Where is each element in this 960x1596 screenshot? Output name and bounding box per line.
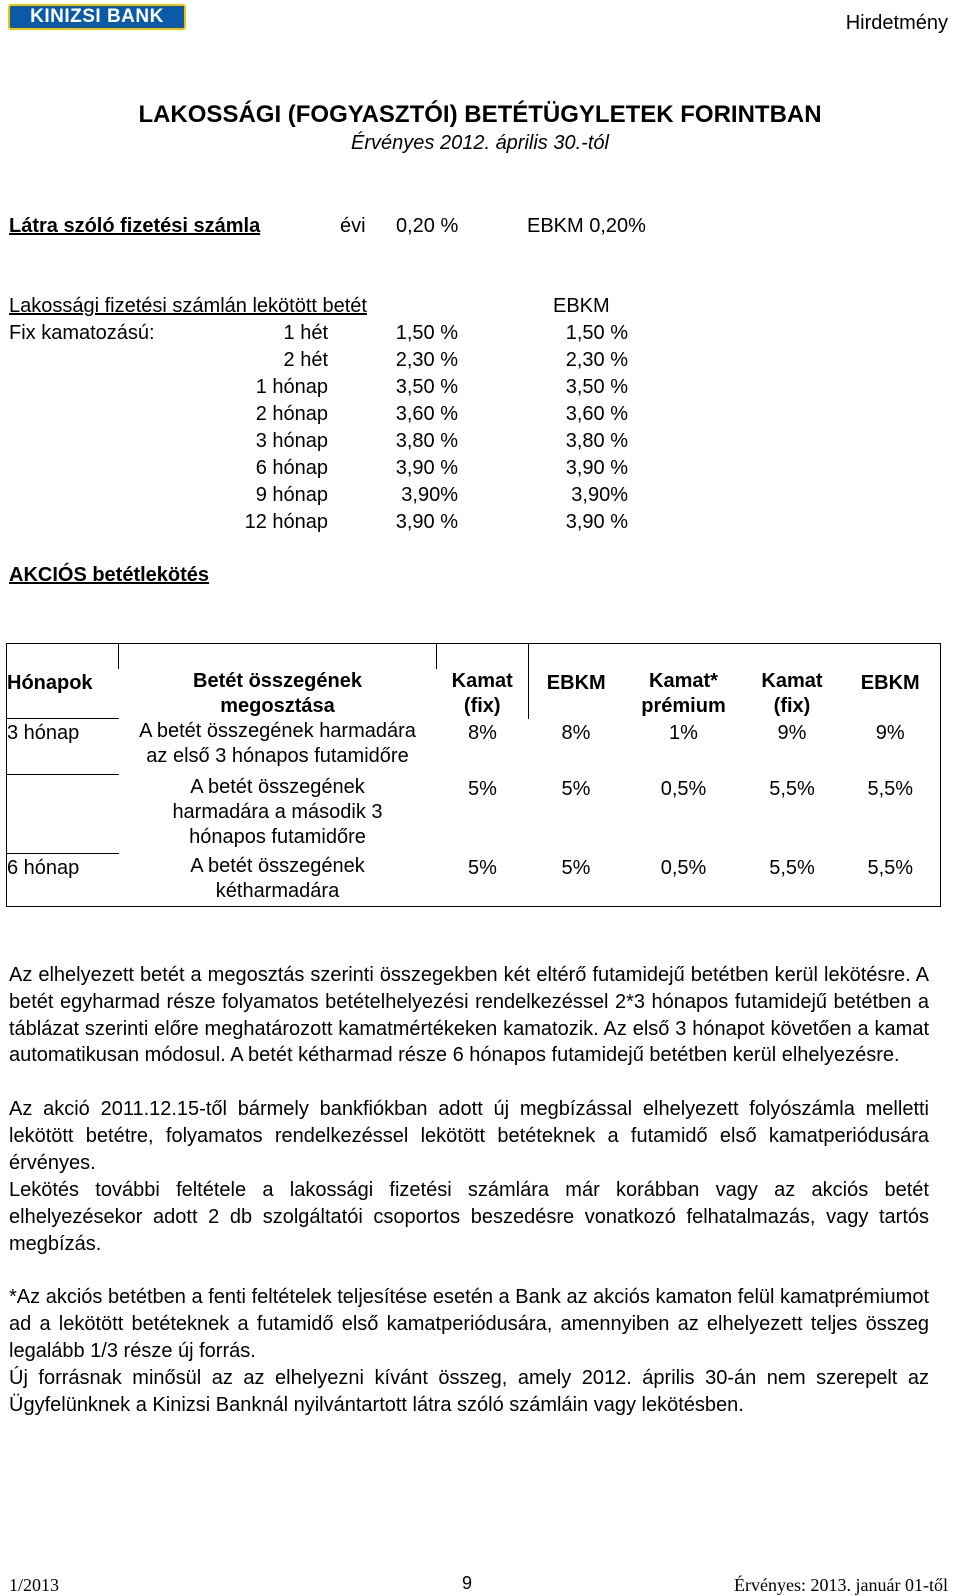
header-cell-border [841, 644, 941, 669]
current-account-ebkm: EBKM 0,20% [527, 215, 646, 237]
current-account-label: Látra szóló fizetési számla [9, 215, 261, 237]
header-cell-border [744, 644, 841, 669]
table-row [7, 719, 941, 775]
row-rate2: 5,5% [769, 777, 815, 800]
logo-text: KINIZSI BANK [30, 6, 164, 27]
fixed-term: 1 hónap [255, 376, 328, 398]
page-number: 9 [462, 1573, 473, 1593]
fixed-term: 2 hónap [255, 403, 328, 425]
fixed-ebkm: 3,60 % [565, 403, 628, 425]
header-cell-border [7, 644, 119, 669]
fixed-deposit-ebkm-heading: EBKM [553, 295, 610, 317]
fixed-rate: 3,50 % [395, 376, 458, 398]
premium-footnote: *Az akciós betétben a fenti feltételek teljesítése esetén a Bank az akciós kamaton felül kamatprémiumot ad a lekötött betéteknek a futamidő első kamatperiódusára, amennyiben az elhelyezett teljes összeg legalább 1/3 része új forrás. [9, 1286, 929, 1362]
row-premium: 1% [669, 721, 698, 744]
row-months: 3 hónap [7, 719, 119, 775]
fixed-rate: 3,90 % [395, 511, 458, 533]
fixed-ebkm: 3,90% [571, 484, 628, 506]
row-months [7, 775, 119, 854]
col-split: Betét összegének megosztása [193, 669, 362, 717]
promo-description: Az elhelyezett betét a megosztás szerinti összegekben két eltérő futamidejű betétben kerül lekötésre. A betét egyharmad része folyamatos betételhelyezési rendelkezéssel 2*3 hónapos futamidejű betétben a táblázat szerinti előre meghatározott kamatmértékeken kamatozik. Az első 3 hónapot követően a kamat automatikusan módosul. A betét kétharmad része 6 hónapos futamidejű betétben kerül elhelyezésre. [9, 964, 929, 1067]
fixed-rate: 3,60 % [395, 403, 458, 425]
fixed-term: 2 hét [283, 349, 328, 371]
promo-condition: Lekötés további feltétele a lakossági fizetési számlára már korábban vagy az akciós betét elhelyezésekor adott 2 db szolgáltatói csoportos beszedésre vonatkozó felhatalmazás, vagy tartós megbízás. [9, 1179, 929, 1255]
row-split: A betét összegének kétharmadára [119, 854, 437, 907]
row-ebkm: 8% [561, 721, 591, 744]
row-premium: 0,5% [660, 777, 707, 800]
promo-validity: Az akció 2011.12.15-től bármely bankfiókban adott új megbízással elhelyezett folyószámla melletti lekötött betétre, folyamatos rendelkezéssel lekötött betéteknek a futamidő első kamatperiódusára érvényes. [9, 1098, 929, 1174]
row-split: A betét összegének harmadára az első 3 hónapos futamidőre [139, 719, 416, 767]
annual-label: évi [340, 215, 366, 237]
header-cell-border [119, 644, 437, 669]
row-premium: 0,5% [624, 854, 744, 907]
row-rate2: 5,5% [744, 854, 841, 907]
fixed-term: 6 hónap [255, 457, 328, 479]
header-cell-border [624, 644, 744, 669]
fixed-type-label: Fix kamatozású: [9, 322, 155, 344]
fixed-term: 9 hónap [255, 484, 328, 506]
fixed-rate: 3,90% [401, 484, 458, 506]
row-ebkm: 5% [561, 777, 591, 800]
col-ebkm2: EBKM [841, 669, 941, 719]
fixed-rate: 2,30 % [395, 349, 458, 371]
footer-validity: Érvényes: 2013. január 01-től [734, 1575, 948, 1595]
col-ebkm: EBKM [529, 669, 624, 719]
fixed-deposit-heading: Lakossági fizetési számlán lekötött betét [9, 295, 367, 317]
row-ebkm: 5% [529, 854, 624, 907]
fixed-rate: 3,90 % [395, 457, 458, 479]
fixed-ebkm: 3,50 % [565, 376, 628, 398]
fixed-ebkm: 3,90 % [565, 457, 628, 479]
footer-doc-number: 1/2013 [9, 1575, 60, 1595]
fixed-term: 3 hónap [255, 430, 328, 452]
col-rate-fix2: Kamat (fix) [761, 669, 823, 717]
validity-subtitle: Érvényes 2012. április 30.-tól [351, 132, 609, 154]
fixed-ebkm: 3,80 % [565, 430, 628, 452]
annual-rate: 0,20 % [396, 215, 459, 237]
col-months: Hónapok [7, 669, 119, 719]
header-cell-border [437, 644, 529, 669]
promo-table-header [7, 669, 941, 719]
table-row [7, 854, 941, 907]
col-rate-fix: Kamat (fix) [451, 669, 513, 717]
row-rate2: 9% [777, 721, 807, 744]
page-title: LAKOSSÁGI (FOGYASZTÓI) BETÉTÜGYLETEK FORINTBAN [138, 101, 822, 128]
row-months: 6 hónap [7, 854, 119, 907]
row-rate: 5% [437, 854, 529, 907]
fixed-ebkm: 3,90 % [565, 511, 628, 533]
promo-table [6, 643, 941, 907]
new-source-definition: Új forrásnak minősül az az elhelyezni kívánt összeg, amely 2012. április 30-án nem szerepelt az Ügyfelünknek a Kinizsi Banknál nyilvántartott látra szóló számláin vagy lekötésben. [9, 1367, 929, 1416]
fixed-term: 12 hónap [244, 511, 328, 533]
row-ebkm2: 9% [841, 719, 941, 775]
row-rate: 5% [468, 777, 497, 800]
row-rate: 8% [468, 721, 497, 744]
fixed-ebkm: 2,30 % [565, 349, 628, 371]
fixed-rate: 3,80 % [395, 430, 458, 452]
promo-table-spacer-row [7, 644, 941, 669]
promo-heading: AKCIÓS betétlekötés [9, 564, 210, 586]
row-ebkm2: 5,5% [841, 775, 941, 854]
document-type-label: Hirdetmény [845, 12, 948, 34]
bank-logo [8, 4, 186, 30]
row-split: A betét összegének harmadára a második 3 hónapos futamidőre [172, 775, 383, 848]
fixed-ebkm: 1,50 % [565, 322, 628, 344]
col-premium: Kamat* prémium [641, 669, 726, 717]
header-cell-border [529, 644, 624, 669]
table-row [7, 775, 941, 854]
fixed-term: 1 hét [283, 322, 328, 344]
row-ebkm2: 5,5% [841, 854, 941, 907]
fixed-rate: 1,50 % [395, 322, 458, 344]
